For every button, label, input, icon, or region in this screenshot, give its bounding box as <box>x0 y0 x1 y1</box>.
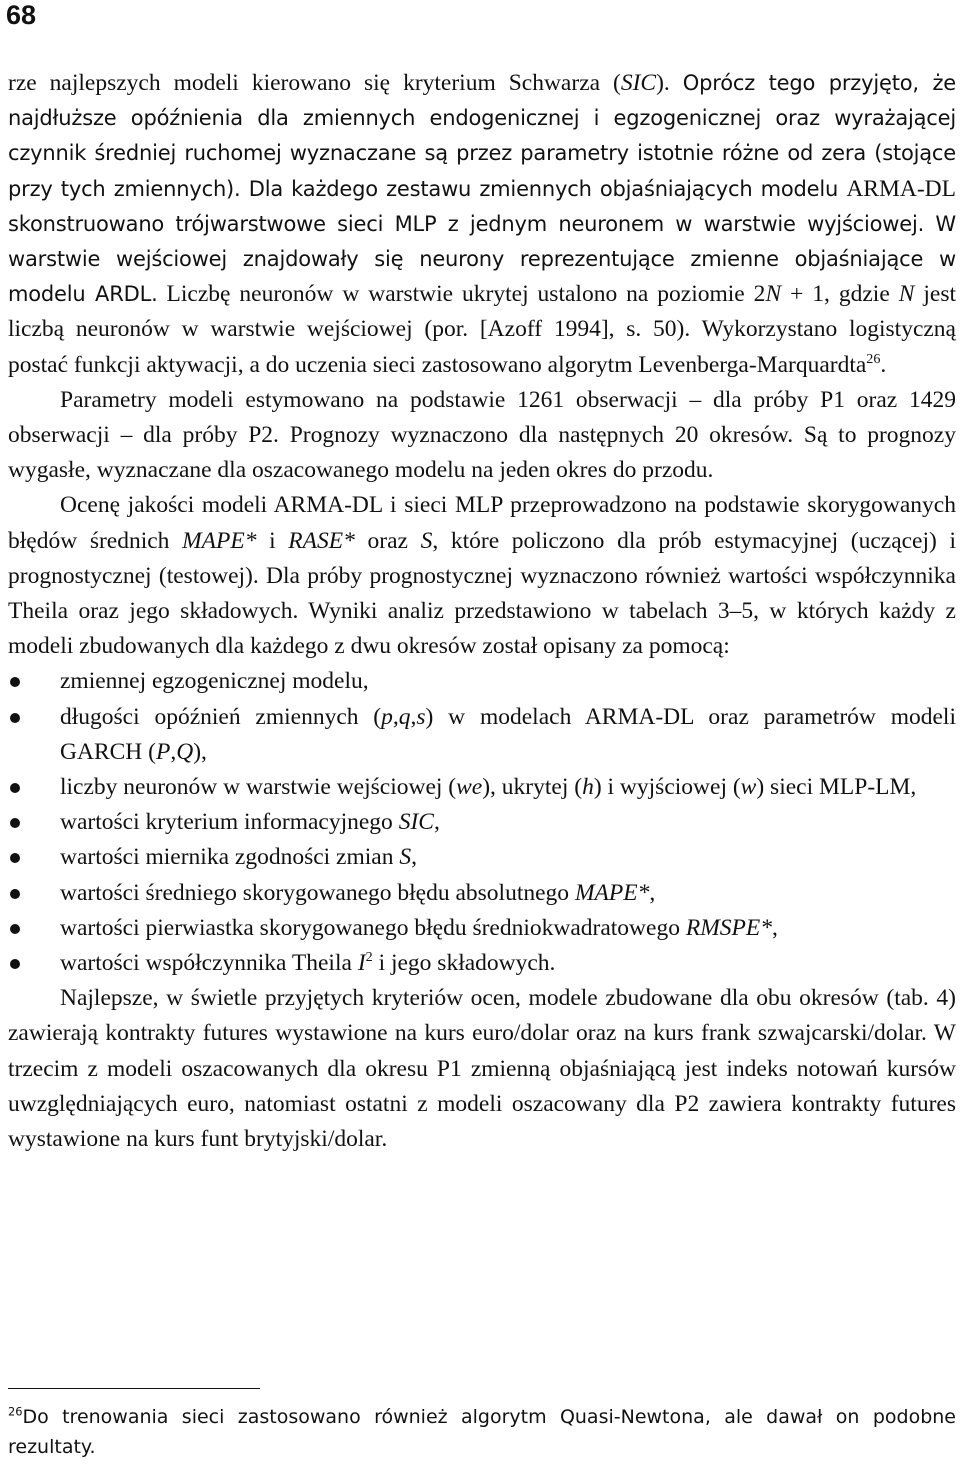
paragraph-2: Parametry modeli estymowano na podstawie 1261 obserwacji – dla próby P1 oraz 1429 obserwacji – dla próby P2. Prognozy wyznaczono dla następnych 20 okresów. Są to prognozy wygasłe, wyznaczane dla oszacowanego modelu na jeden okres do przodu. <box>8 386 956 484</box>
list-item: liczby neuronów w warstwie wejściowej (we), ukrytej (h) i wyjściowej (w) sieci MLP-LM, <box>8 770 956 805</box>
page-body <box>8 66 956 1157</box>
footnote-reference: 26 <box>866 350 881 367</box>
paragraph-1: rze najlepszych modeli kierowano się kryterium Schwarza (SIC). Oprócz tego przyjęto, że najdłuższe opóźnienia dla zmiennych endogenicznej i egzogenicznej oraz wyrażającej czynnik średniej ruchomej wyznaczane są przez parametry istotnie różne od zera (stojące przy tych zmiennych). Dla każdego zestawu zmiennych objaśniających modelu ARMA-DL skonstruowano trójwarstwowe sieci MLP z jednym neuronem w warstwie wyjściowej. W warstwie wejściowej znajdowały się neurony reprezentujące zmienne objaśniające w modelu ARDL. Liczbę neuronów w warstwie ukrytej ustalono na poziomie 2N + 1, gdzie N jest liczbą neuronów w warstwie wejściowej (por. [Azoff 1994], s. 50). Wykorzystano logistyczną postać funkcji aktywacji, a do uczenia sieci zastosowano algorytm Levenberga-Marquardta$^{26}$. <box>8 70 956 378</box>
list-item: wartości miernika zgodności zmian S, <box>8 840 956 875</box>
bullet-icon <box>10 713 20 723</box>
footnote <box>8 1402 956 1462</box>
bullet-icon <box>10 818 20 828</box>
list-item: wartości kryterium informacyjnego SIC, <box>8 805 956 840</box>
bullet-icon <box>10 959 20 969</box>
list-item: zmiennej egzogenicznej modelu, <box>8 664 956 699</box>
bullet-icon <box>10 889 20 899</box>
bullet-icon <box>10 783 20 793</box>
bullet-icon <box>10 853 20 863</box>
bullet-list <box>8 664 956 981</box>
footnote-text: Do trenowania sieci zastosowano również algorytm Quasi-Newtona, ale dawał on podobne rezultaty. <box>8 1406 956 1458</box>
footnote-number: 26 <box>8 1404 23 1419</box>
list-item: wartości współczynnika Theila $I^2$ i jego składowych. <box>8 946 956 981</box>
footnote-divider <box>8 1388 260 1389</box>
paragraph-3: Ocenę jakości modeli ARMA-DL i sieci MLP przeprowadzono na podstawie skorygowanych błędów średnich MAPE* i RASE* oraz S, które policzono dla prób estymacyjnej (uczącej) i prognostycznej (testowej). Dla próby prognostycznej wyznaczono również wartości współczynnika Theila oraz jego składowych. Wyniki analiz przedstawiono w tabelach 3–5, w których każdy z modeli zbudowanych dla każdego z dwu okresów został opisany za pomocą: <box>8 492 957 660</box>
list-item: długości opóźnień zmiennych (p,q,s) w modelach ARMA-DL oraz parametrów modeli GARCH (P,Q), <box>8 700 956 770</box>
list-item: wartości pierwiastka skorygowanego błędu średniokwadratowego RMSPE*, <box>8 911 956 946</box>
list-item: wartości średniego skorygowanego błędu absolutnego MAPE*, <box>8 876 956 911</box>
bullet-icon <box>10 677 20 687</box>
paragraph-4: Najlepsze, w świetle przyjętych kryteriów ocen, modele zbudowane dla obu okresów (tab. 4) zawierają kontrakty futures wystawione na kurs euro/dolar oraz na kurs frank szwajcarski/dolar. W trzecim z modeli oszacowanych dla okresu P1 zmienną objaśniającą jest indeks notowań kursów uwzględniających euro, natomiast ostatni z modeli oszacowany dla P2 zawiera kontrakty futures wystawione na kurs funt brytyjski/dolar. <box>8 985 956 1153</box>
bullet-icon <box>10 924 20 934</box>
page-number: 68 <box>6 0 37 30</box>
